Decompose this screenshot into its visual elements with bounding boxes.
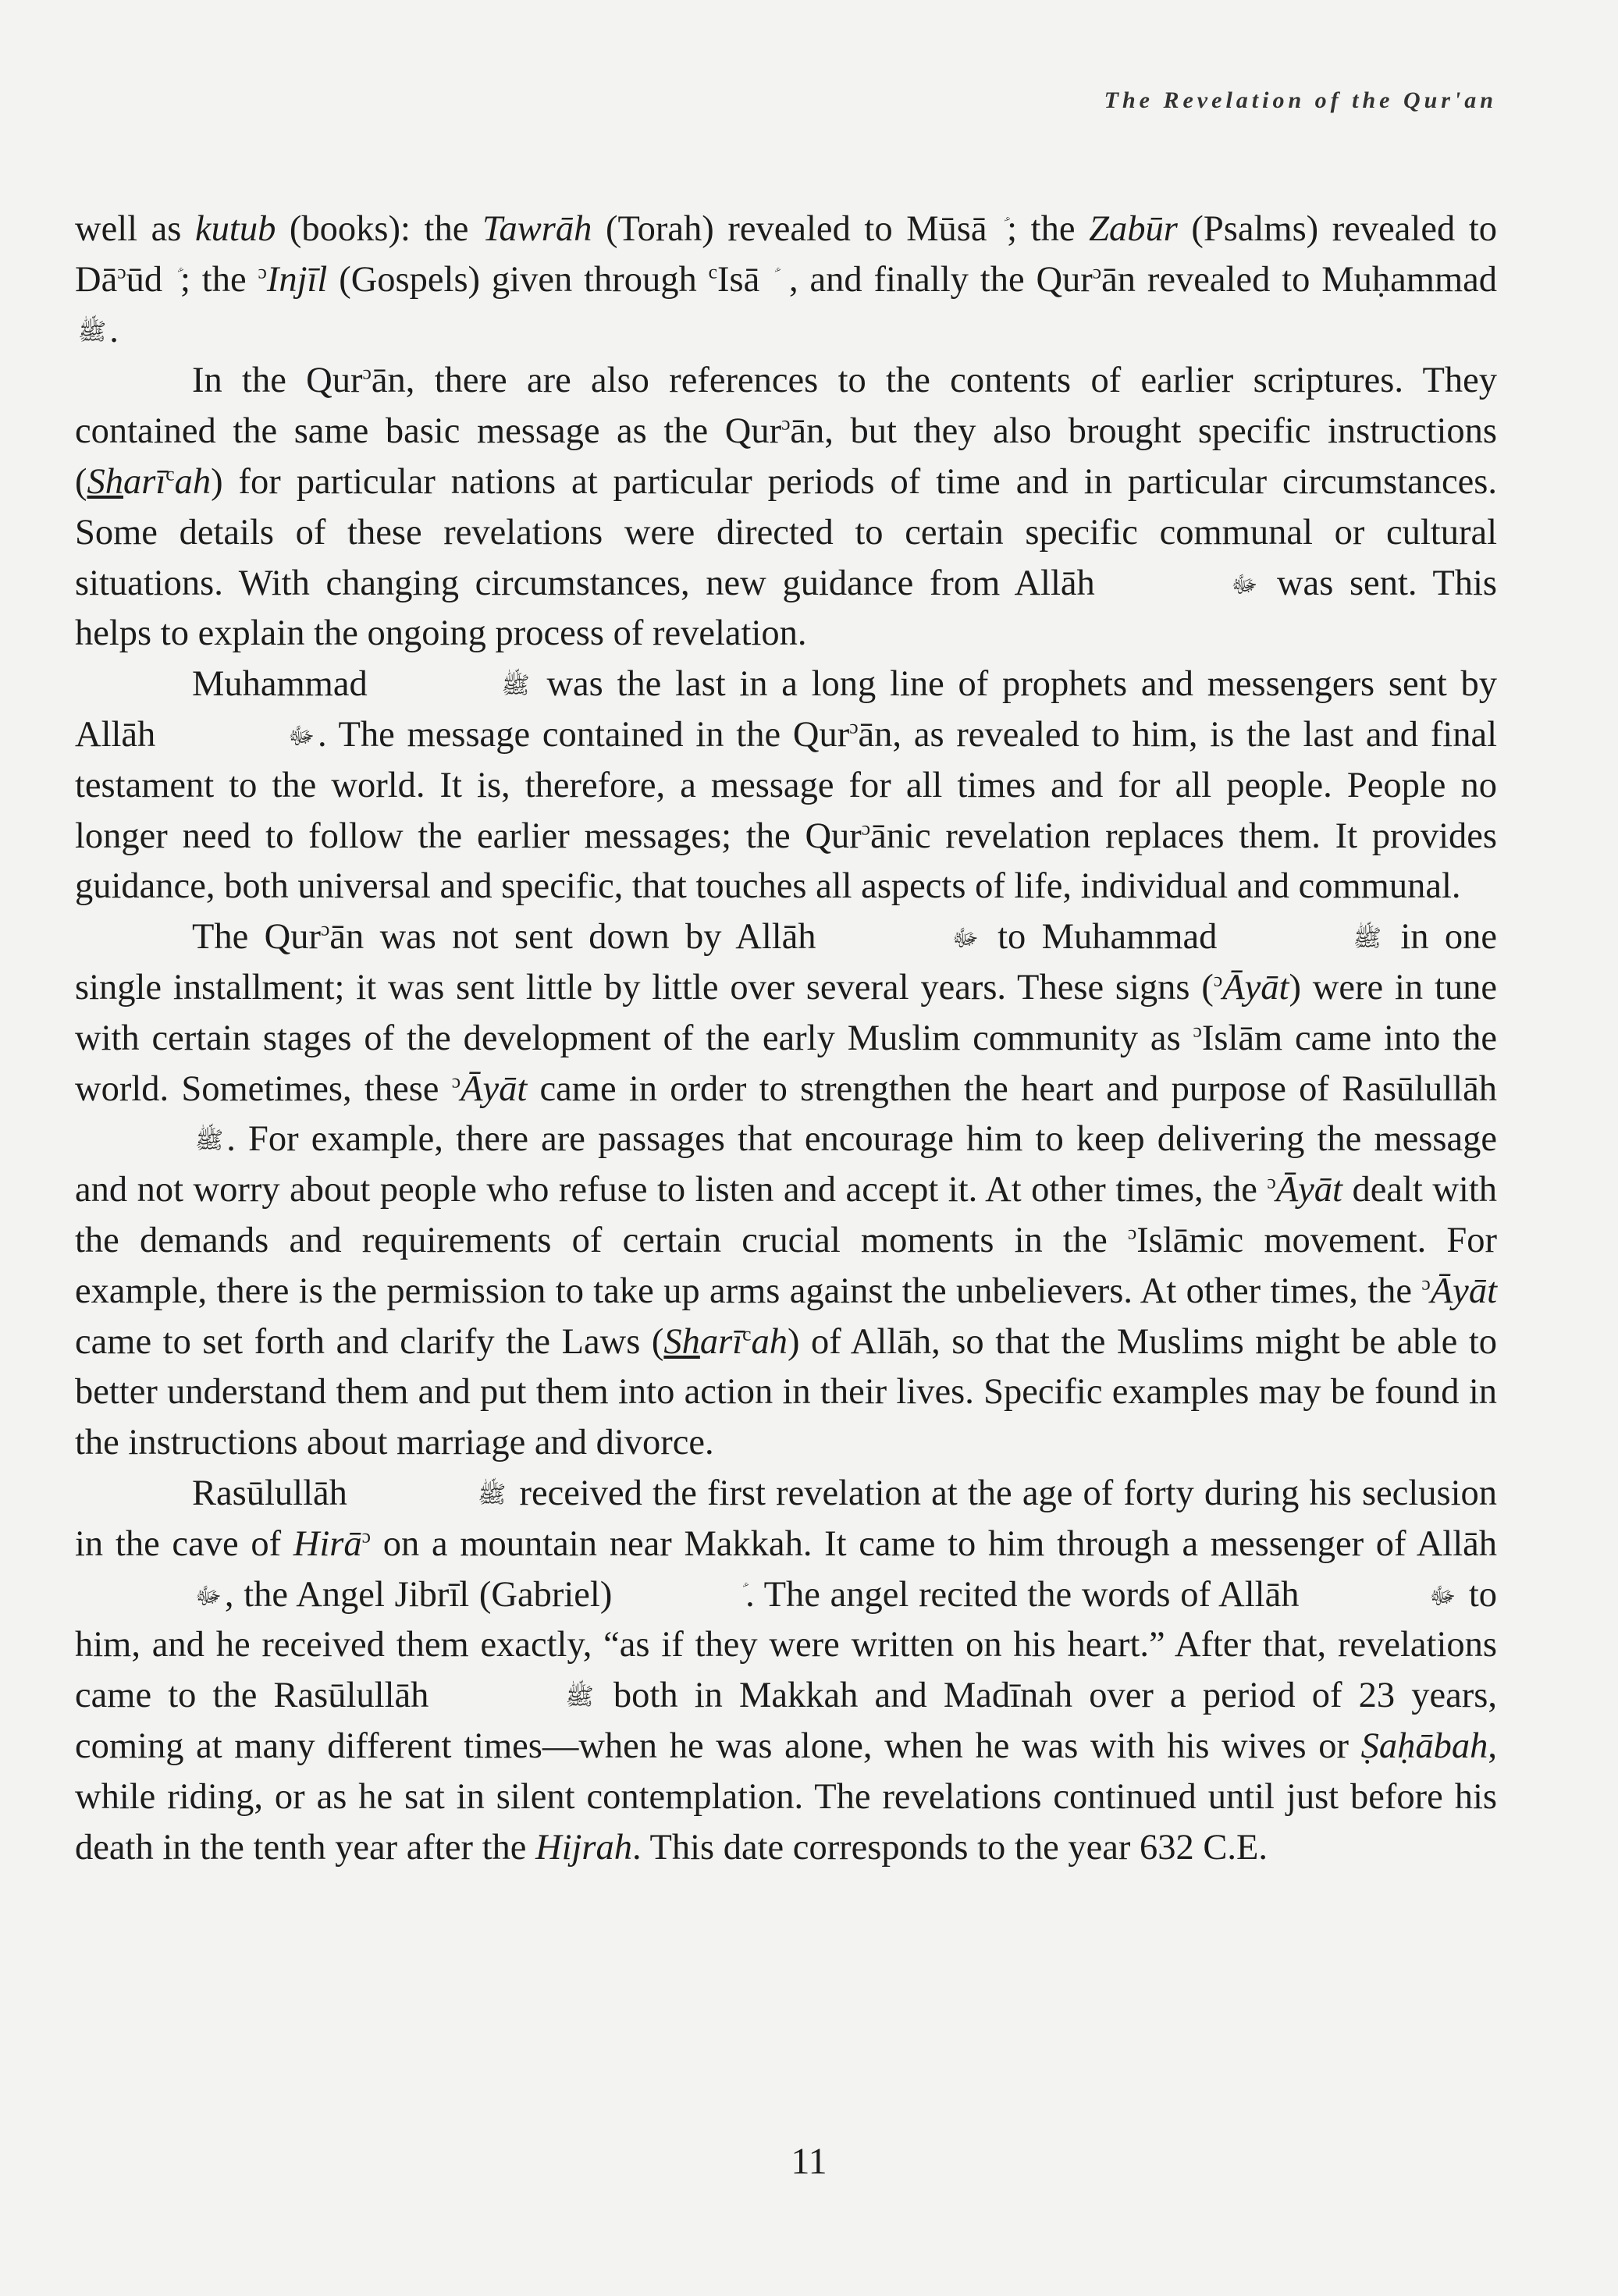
text-run: to him, and he received them exactly, “as if they were written on his heart.” After that, revelations came to the Rasūlullāh xyxy=(75,1574,1498,1716)
page-number: 11 xyxy=(791,2141,827,2182)
text-run: Ṣaḥābah xyxy=(1360,1726,1488,1766)
text-run: (Gospels) given through xyxy=(327,259,709,300)
text-run: ɔ xyxy=(451,1069,461,1093)
text-run: ān, there are also references to the contents of earlier scriptures. They contained the same basic message as the Qur xyxy=(75,361,1497,452)
honorific-exalted-icon: ﷻ xyxy=(1231,571,1258,598)
text-run: c xyxy=(708,260,717,283)
text-run: Hirā xyxy=(293,1523,362,1564)
text-run: Āyāt xyxy=(1430,1271,1497,1311)
text-run: ān revealed to Muḥammad xyxy=(1101,259,1498,300)
text-run: ɔ xyxy=(1267,1170,1276,1193)
text-run: dealt with the demands and requirements of certain crucial moments in the xyxy=(75,1170,1497,1260)
text-run: . xyxy=(109,310,119,350)
text-run: Muhammad xyxy=(192,664,382,705)
text-run: In the Qur xyxy=(192,361,363,401)
paragraph-1 xyxy=(75,204,1497,356)
text-run: ɔ xyxy=(320,917,330,940)
text-run: ān, as revealed to him, is the last and final testament to the world. It is, therefore, a message for all times and for all people. People no longer need to follow the earlier messages; the Qur xyxy=(75,714,1497,856)
text-run: ūd xyxy=(126,259,174,300)
text-run: Rasūlullāh xyxy=(192,1473,358,1513)
text-run: . The message contained in the Qur xyxy=(317,714,850,755)
honorific-peace-be-upon-him-icon: ﷺ xyxy=(78,318,107,345)
text-run: . This date corresponds to the year 632 C.E. xyxy=(632,1827,1268,1868)
text-run: , while riding, or as he sat in silent contemplation. The revelations continued until just before his death in the tenth year after the xyxy=(75,1726,1497,1868)
honorific-peace-be-upon-him-icon: ﷺ xyxy=(565,1684,594,1711)
text-run: , the Angel Jibrīl (Gabriel) xyxy=(224,1574,623,1615)
text-run: ) for particular nations at particular periods of time and in particular circumstances. Some details of these revelations were directed to certain specific communal or cultural situations. With changing circumstances, new guidance from Allāh xyxy=(75,461,1497,603)
text-run: arī xyxy=(699,1321,743,1362)
text-run: , and finally the Qur xyxy=(777,259,1093,300)
text-run: both in Makkah and Madīnah over a period of 23 years, coming at many different times—when he was alone, when he was with his wives or xyxy=(75,1676,1497,1766)
paragraph-2 xyxy=(75,356,1497,659)
text-run: ɔ xyxy=(361,1524,372,1548)
text-run: on a mountain near Makkah. It came to him through a messenger of Allāh xyxy=(371,1523,1498,1564)
paragraph-4 xyxy=(75,912,1497,1469)
honorific-peace-be-upon-him-icon: ﷺ xyxy=(1353,926,1382,952)
text-run: ɔ xyxy=(1213,968,1223,991)
honorific-upon-him-peace-icon xyxy=(625,1585,742,1608)
text-run: ɔ xyxy=(1193,1018,1202,1042)
text-run: received the first revelation at the age of forty during his seclusion in the cave of xyxy=(75,1473,1497,1564)
text-run: c xyxy=(165,462,175,485)
honorific-exalted-icon: ﷻ xyxy=(288,723,315,749)
text-run: . For example, there are passages that encourage him to keep delivering the message and not worry about people who refuse to listen and accept it. At other times, the xyxy=(75,1119,1497,1210)
text-run: ɔ xyxy=(258,260,267,283)
text-run: Islāmic movement. For example, there is the permission to take up arms against the unbelievers. At other times, the xyxy=(75,1220,1498,1311)
honorific-exalted-icon: ﷻ xyxy=(951,926,979,952)
text-run: (Psalms) revealed to Dā xyxy=(75,209,1497,300)
text-run: ; the xyxy=(1007,209,1090,249)
text-run: ɔ xyxy=(362,361,372,384)
text-run: Zabūr xyxy=(1089,209,1178,249)
text-run: ɔ xyxy=(861,816,871,840)
text-run: Sh xyxy=(87,461,123,502)
text-run: kutub xyxy=(195,209,276,249)
honorific-exalted-icon: ﷻ xyxy=(1429,1583,1456,1609)
text-run: ɔ xyxy=(849,715,859,738)
text-run: Islām came into the world. Sometimes, these xyxy=(75,1018,1497,1109)
running-head: The Revelation of the Qur'an xyxy=(1104,87,1497,113)
text-run: (books): the xyxy=(276,209,482,249)
text-run: Āyāt xyxy=(1222,967,1289,1008)
honorific-exalted-icon: ﷻ xyxy=(195,1583,222,1609)
text-run: Āyāt xyxy=(1275,1170,1342,1210)
text-run: ɔ xyxy=(117,260,126,283)
text-run: ah xyxy=(751,1321,788,1362)
text-run: was the last in a long line of prophets and messengers sent by Allāh xyxy=(75,664,1497,755)
text-run: ɔ xyxy=(1127,1221,1137,1244)
text-run: ; the xyxy=(180,259,258,300)
text-run: ) of Allāh, so that the Muslims might be able to better understand them and put them into action in their lives. Specific examples may be found in the instructions about marriage and divorce. xyxy=(75,1321,1497,1463)
body-text xyxy=(75,204,1497,1873)
text-run: Sh xyxy=(663,1321,700,1362)
text-run: ān was not sent down by Allāh xyxy=(329,917,832,958)
text-run: Injīl xyxy=(266,259,328,300)
text-run: ah xyxy=(174,461,212,502)
text-run: c xyxy=(742,1322,752,1345)
text-run: came in order to strengthen the heart and purpose of Rasūlullāh xyxy=(527,1068,1497,1109)
text-run: Āyāt xyxy=(461,1068,528,1109)
text-run: in one single installment; it was sent little by little over several years. These signs ( xyxy=(75,917,1497,1008)
text-run: Hijrah xyxy=(535,1827,633,1868)
text-run: ɔ xyxy=(1092,260,1102,283)
text-run: Isā xyxy=(717,259,772,300)
text-run: The Qur xyxy=(192,917,321,958)
paragraph-3 xyxy=(75,659,1497,912)
text-run: arī xyxy=(123,461,166,502)
text-run: ɔ xyxy=(1421,1271,1431,1295)
text-run: ānic revelation replaces them. It provides guidance, both universal and specific, that touches all aspects of life, individual and communal. xyxy=(75,816,1497,907)
honorific-peace-be-upon-him-icon: ﷺ xyxy=(501,673,530,699)
text-run: Tawrāh xyxy=(482,209,592,249)
text-run: to Muhammad xyxy=(981,917,1233,958)
text-run: ) were in tune with certain stages of the development of the early Muslim community as xyxy=(75,967,1498,1058)
text-run: came to set forth and clarify the Laws ( xyxy=(75,1321,664,1362)
text-run: ān, but they also brought specific instructions ( xyxy=(75,411,1497,502)
honorific-peace-be-upon-him-icon: ﷺ xyxy=(478,1481,507,1508)
paragraph-5 xyxy=(75,1469,1497,1873)
text-run: ɔ xyxy=(781,411,791,435)
honorific-peace-be-upon-him-icon: ﷺ xyxy=(195,1128,224,1154)
text-run: was sent. This helps to explain the ongoing process of revelation. xyxy=(75,563,1497,654)
text-run: . The angel recited the words of Allāh xyxy=(745,1574,1310,1615)
text-run: well as xyxy=(75,209,196,249)
text-run: (Torah) revealed to Mūsā xyxy=(592,209,1001,249)
